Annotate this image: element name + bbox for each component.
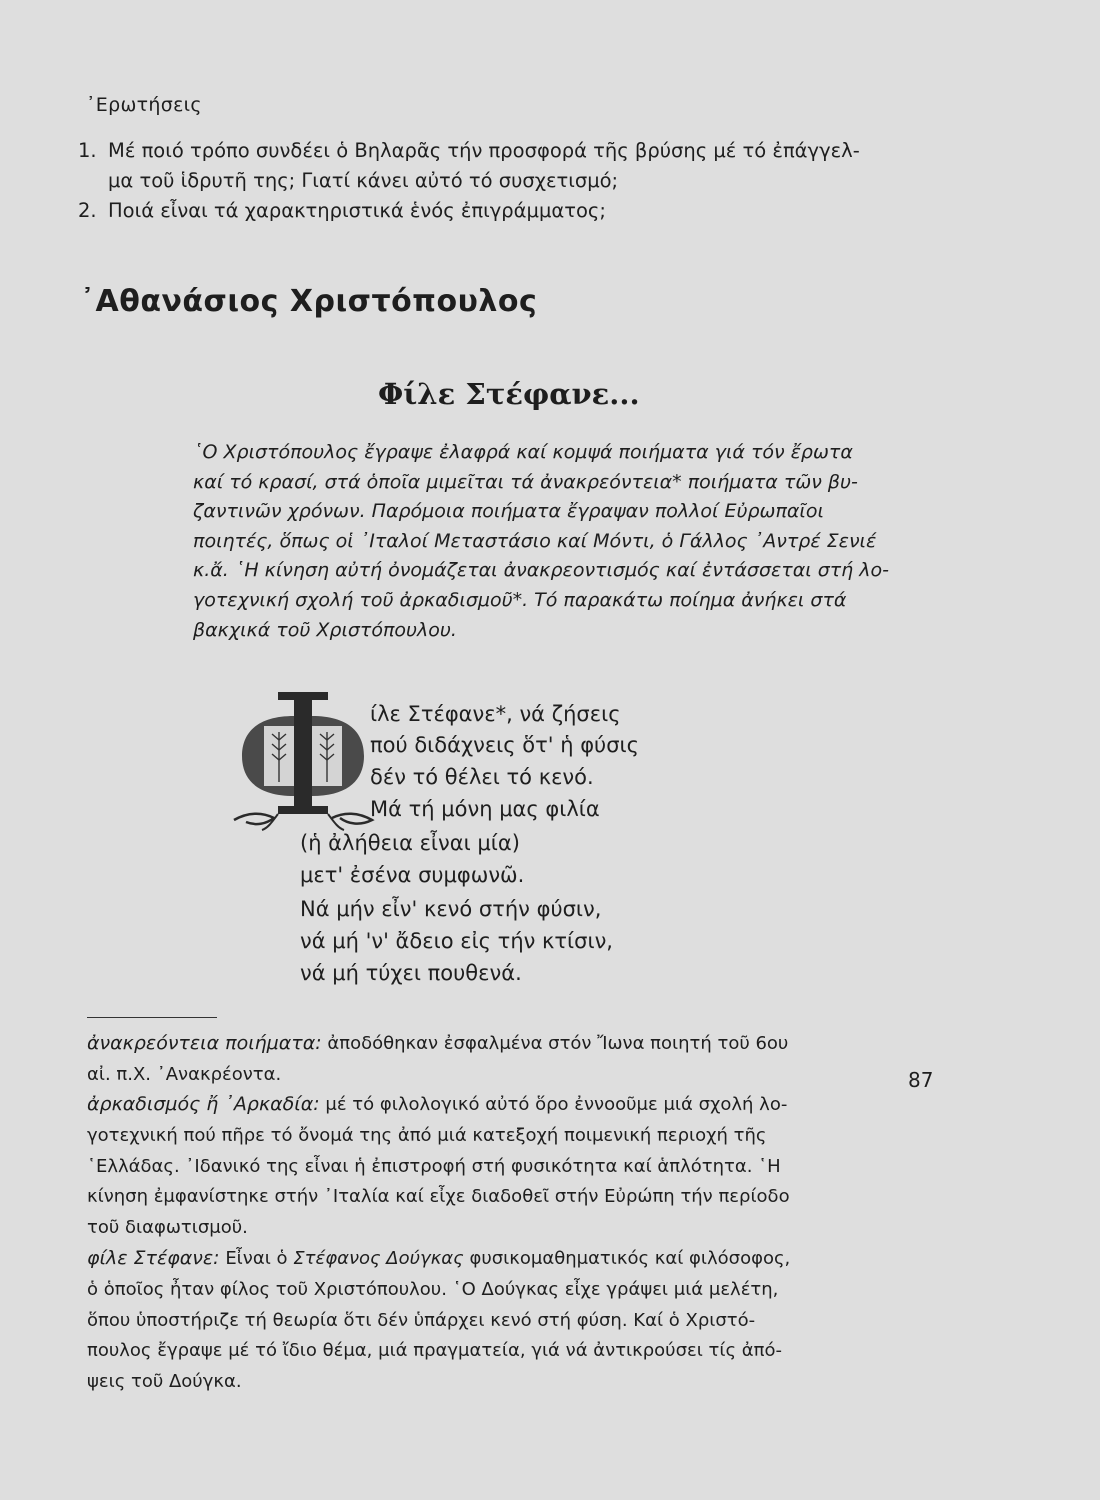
footnote-text: γοτεχνική πού πῆρε τό ὄνομά της ἀπό μιά κατεξοχή ποιμενική περιοχή τῆς xyxy=(87,1124,767,1146)
footnote-text: ὁ ὁποῖος ἦταν φίλος τοῦ Χριστόπουλου. ῾Ο Δούγκας εἶχε γράψει μιά μελέτη, xyxy=(87,1278,779,1300)
footnote-emphasis: Στέφανος Δούγκας xyxy=(293,1248,464,1269)
footnote-text: φυσικομαθηματικός καί φιλόσοφος, xyxy=(469,1248,791,1269)
footnote xyxy=(87,1028,939,1091)
intro-line: ῾Ο Χριστόπουλος ἔγραψε ἐλαφρά καί κομψά ποιήματα γιά τόν ἔρωτα xyxy=(193,441,853,463)
question-number: 2. xyxy=(78,199,97,222)
poem-line: πού διδάχνεις ὅτ' ἡ φύσις xyxy=(370,733,639,757)
intro-line: γοτεχνική σχολή τοῦ ἀρκαδισμοῦ*. Τό παρακάτω ποίημα ἀνήκει στά xyxy=(193,588,847,611)
intro-line: ζαντινῶν χρόνων. Παρόμοια ποιήματα ἔγραψαν πολλοί Εὐρωπαῖοι xyxy=(193,500,824,523)
footnote-text: ὅπου ὑποστήριζε τή θεωρία ὅτι δέν ὑπάρχει κενό στή φύση. Καί ὁ Χριστό- xyxy=(87,1309,756,1331)
question-text-line: Μέ ποιό τρόπο συνδέει ὁ Βηλαρᾶς τήν προσφορά τῆς βρύσης μέ τό ἐπάγγελ- xyxy=(108,139,860,162)
ornamental-dropcap xyxy=(228,688,376,838)
poem-line: (ἡ ἀλήθεια εἶναι μία) xyxy=(300,831,520,855)
poem-line: νά μή τύχει πουθενά. xyxy=(300,961,522,985)
poem-title: Φίλε Στέφανε... xyxy=(378,377,640,411)
intro-line: καί τό κρασί, στά ὁποῖα μιμεῖται τά ἀνακρεόντεια* ποιήματα τῶν βυ- xyxy=(193,470,858,493)
intro-line: ποιητές, ὅπως οἱ ᾿Ιταλοί Μεταστάσιο καί Μόντι, ὁ Γάλλος ᾿Αντρέ Σενιέ xyxy=(193,529,877,552)
footnote xyxy=(87,1243,939,1398)
intro-line: κ.ἄ. ῾Η κίνηση αὐτή ὀνομάζεται ἀνακρεοντισμός καί ἐντάσσεται στή λο- xyxy=(193,559,889,582)
footnote-text: μέ τό φιλολογικό αὐτό ὅρο ἐννοοῦμε μιά σχολή λο- xyxy=(325,1094,788,1115)
footnote-term: ἀνακρεόντεια ποιήματα: xyxy=(87,1032,322,1054)
introduction xyxy=(193,438,938,645)
footnote-text: Εἶναι ὁ xyxy=(225,1248,288,1269)
intro-line: βακχικά τοῦ Χριστόπουλου. xyxy=(193,618,457,641)
poem-line: δέν τό θέλει τό κενό. xyxy=(370,765,594,789)
question-text-line: μα τοῦ ἱδρυτῆ της; Γιατί κάνει αὐτό τό συσχετισμό; xyxy=(108,169,619,192)
footnote-text: πουλος ἔγραψε μέ τό ἴδιο θέμα, μιά πραγματεία, γιά νά ἀντικρούσει τίς ἀπό- xyxy=(87,1340,782,1362)
footnote-divider xyxy=(87,1017,217,1018)
questions-list xyxy=(78,136,938,226)
author-heading: ᾿Αθανάσιος Χριστόπουλος xyxy=(80,284,538,319)
footnote-text: ψεις τοῦ Δούγκα. xyxy=(87,1371,242,1393)
footnote-text: ῾Ελλάδας. ᾿Ιδανικό της εἶναι ἡ ἐπιστροφή στή φυσικότητα καί ἁπλότητα. ῾Η xyxy=(87,1155,781,1177)
question-item xyxy=(78,136,938,196)
poem-line: μετ' ἐσένα συμφωνῶ. xyxy=(300,863,525,887)
poem-line: Νά μήν εἶν' κενό στήν φύσιν, xyxy=(300,897,602,921)
footnote-text: κίνηση ἐμφανίστηκε στήν ᾿Ιταλία καί εἶχε διαδοθεῖ στήν Εὐρώπη τήν περίοδο xyxy=(87,1186,790,1208)
question-text-line: Ποιά εἶναι τά χαρακτηριστικά ἑνός ἐπιγράμματος; xyxy=(108,199,606,222)
footnote-term: φίλε Στέφανε: xyxy=(87,1247,220,1269)
question-number: 1. xyxy=(78,139,97,162)
footnote xyxy=(87,1089,939,1244)
poem-line: νά μή 'ν' ἄδειο εἰς τήν κτίσιν, xyxy=(300,929,613,953)
footnote-text: τοῦ διαφωτισμοῦ. xyxy=(87,1217,248,1239)
page-number: 87 xyxy=(908,1068,934,1092)
question-item xyxy=(78,196,938,226)
questions-heading: ᾿Ερωτήσεις xyxy=(86,94,202,116)
poem-line: Μά τή μόνη μας φιλία xyxy=(370,797,600,821)
footnote-term: ἀρκαδισμός ἤ ᾿Αρκαδία: xyxy=(87,1093,320,1115)
footnote-text: ἀποδόθηκαν ἐσφαλμένα στόν Ἴωνα ποιητή τοῦ 6ου xyxy=(327,1033,789,1054)
footnote-text: αἰ. π.Χ. ᾿Ανακρέοντα. xyxy=(87,1063,282,1085)
poem-line: ίλε Στέφανε*, νά ζήσεις xyxy=(370,702,621,726)
